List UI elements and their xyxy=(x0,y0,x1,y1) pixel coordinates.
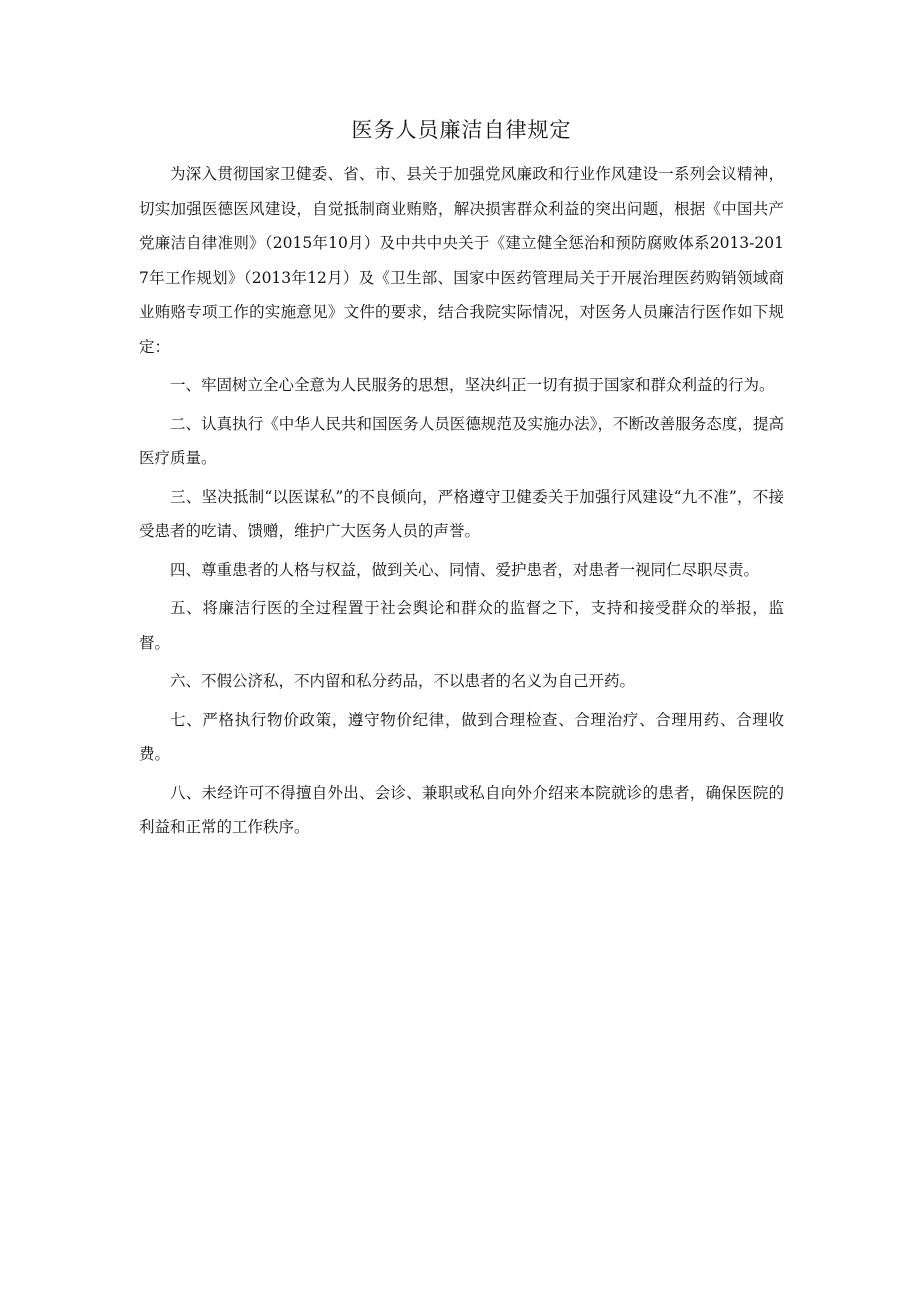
intro-paragraph: 为深入贯彻国家卫健委、省、市、县关于加强党风廉政和行业作风建设一系列会议精神，切实加强医德医风建设，自觉抵制商业贿赂，解决损害群众利益的突出问题，根据《中国共产党廉洁自律准则》（2015年10月）及中共中央关于《建立健全惩治和预防腐败体系2013-2017年工作规划》（2013年12月）及《卫生部、国家中医药管理局关于开展治理医药购销领域商业贿赂专项工作的实施意见》文件的要求，结合我院实际情况，对医务人员廉洁行医作如下规定： xyxy=(139,165,784,356)
rule-item-1: 一、牢固树立全心全意为人民服务的思想，坚决纠正一切有损于国家和群众利益的行为。 xyxy=(170,376,775,394)
document-page xyxy=(139,112,784,845)
rule-item-4: 四、尊重患者的人格与权益，做到关心、同情、爱护患者，对患者一视同仁尽职尽责。 xyxy=(170,560,760,579)
rule-item-8: 八、未经许可不得擅自外出、会诊、兼职或私自向外介绍来本院就诊的患者，确保医院的利益和正常的工作秩序。 xyxy=(139,783,784,836)
rule-item-5: 五、将廉洁行医的全过程置于社会舆论和群众的监督之下，支持和接受群众的举报，监督。 xyxy=(139,599,784,652)
rule-item-6: 六、不假公济私，不内留和私分药品，不以患者的名义为自己开药。 xyxy=(170,672,636,690)
rule-item-2: 二、认真执行《中华人民共和国医务人员医德规范及实施办法》，不断改善服务态度，提高医疗质量。 xyxy=(139,414,784,467)
rule-item-7: 七、严格执行物价政策，遵守物价纪律，做到合理检查、合理治疗、合理用药、合理收费。 xyxy=(139,710,784,763)
rule-item-3: 三、坚决抵制“以医谋私”的不良倾向，严格遵守卫健委关于加强行风建设“九不准”，不接受患者的吃请、馈赠，维护广大医务人员的声誉。 xyxy=(139,487,784,540)
document-title: 医务人员廉洁自律规定 xyxy=(351,118,572,142)
